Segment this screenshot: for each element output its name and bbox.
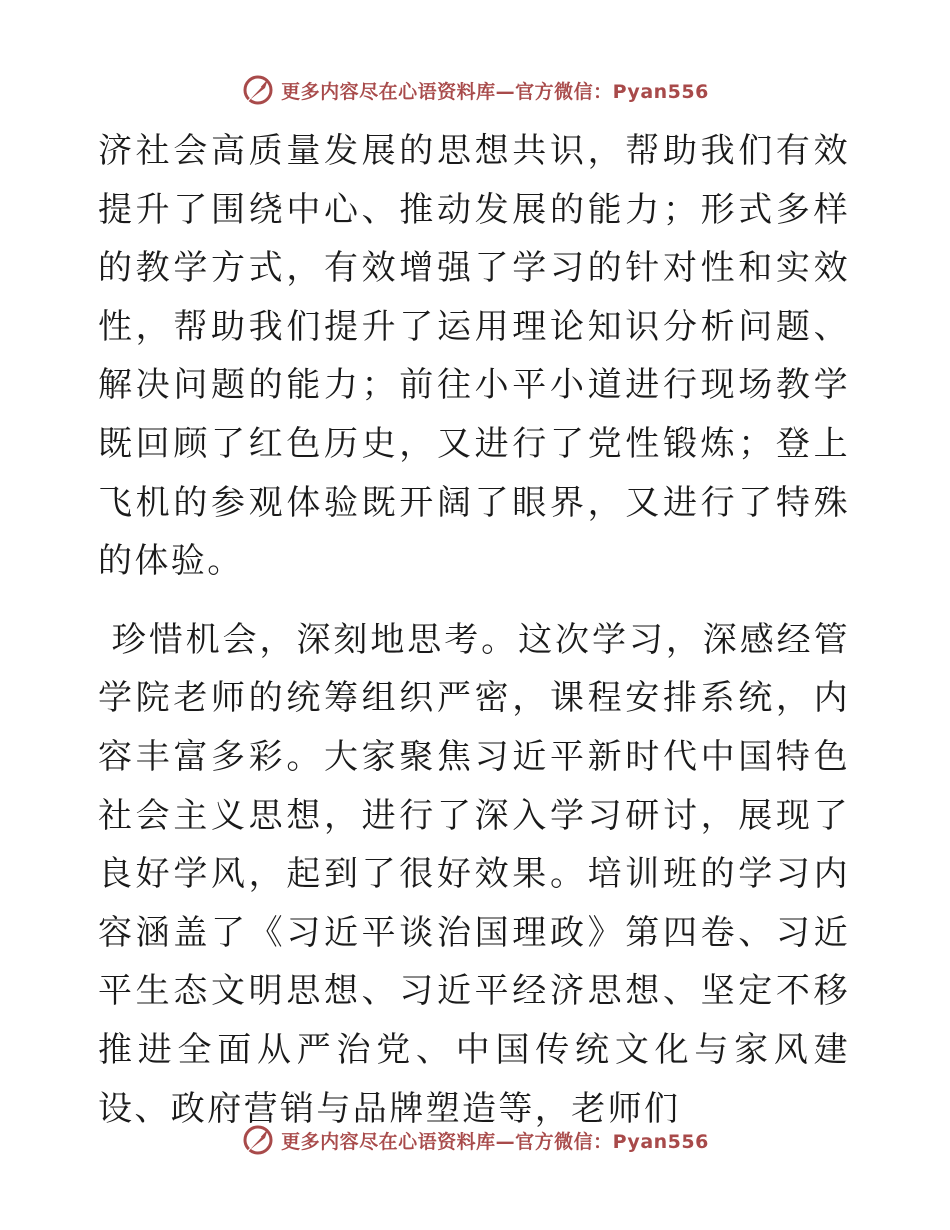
feather-pen-logo-icon [241,73,275,107]
document-body [98,122,850,1138]
feather-pen-logo-icon [241,1123,275,1157]
footer-banner [0,1120,950,1160]
paragraph-1: 济社会高质量发展的思想共识，帮助我们有效提升了围绕中心、推动发展的能力；形式多样的教学方式，有效增强了学习的针对性和实效性，帮助我们提升了运用理论知识分析问题、解决问题的能力；前往小平小道进行现场教学既回顾了红色历史，又进行了党性锻炼；登上飞机的参观体验既开阔了眼界，又进行了特殊的体验。 [98,131,850,582]
header-banner-text: 更多内容尽在心语资料库—官方微信：Pyan556 [281,80,709,103]
paragraph-2: 珍惜机会，深刻地思考。这次学习，深感经管学院老师的统筹组织严密，课程安排系统，内容丰富多彩。大家聚焦习近平新时代中国特色社会主义思想，进行了深入学习研讨，展现了良好学风，起到了很好效果。培训班的学习内容涵盖了《习近平谈治国理政》第四卷、习近平生态文明思想、习近平经济思想、坚定不移推进全面从严治党、中国传统文化与家风建设、政府营销与品牌塑造等，老师们 [98,619,850,1129]
footer-banner-text: 更多内容尽在心语资料库—官方微信：Pyan556 [281,1130,709,1153]
header-banner [0,70,950,110]
